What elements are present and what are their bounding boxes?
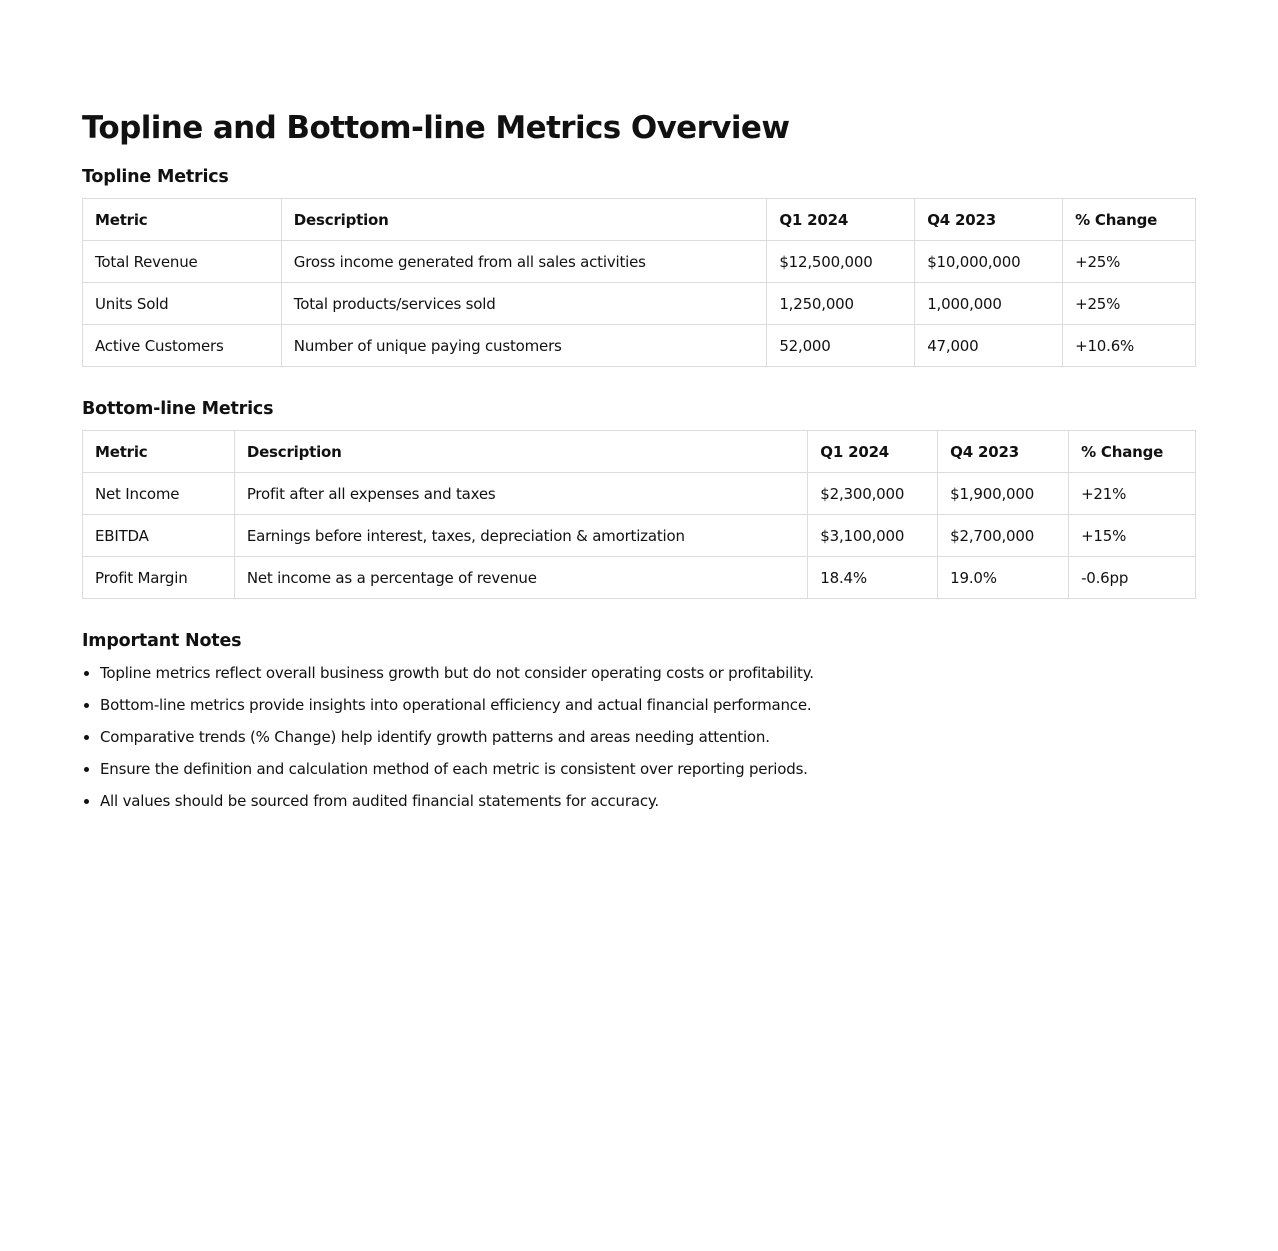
q4-2023-cell: $1,900,000 — [938, 473, 1069, 515]
metric-cell: Net Income — [83, 473, 235, 515]
change-cell: +25% — [1063, 241, 1196, 283]
description-cell: Number of unique paying customers — [281, 325, 767, 367]
notes-list — [82, 662, 1196, 812]
column-header-q4-2023: Q4 2023 — [915, 199, 1063, 241]
table-row — [83, 325, 1196, 367]
q1-2024-cell: 18.4% — [808, 557, 938, 599]
description-cell: Profit after all expenses and taxes — [234, 473, 807, 515]
list-item: • Ensure the definition and calculation method of each metric is consistent over reporting periods. — [100, 758, 1196, 780]
description-cell: Net income as a percentage of revenue — [234, 557, 807, 599]
metric-cell: EBITDA — [83, 515, 235, 557]
q4-2023-cell: $2,700,000 — [938, 515, 1069, 557]
change-cell: +15% — [1069, 515, 1196, 557]
column-header-change: % Change — [1063, 199, 1196, 241]
q4-2023-cell: 1,000,000 — [915, 283, 1063, 325]
table-row — [83, 241, 1196, 283]
table-row — [83, 515, 1196, 557]
notes-heading: Important Notes — [82, 631, 242, 651]
table-row — [83, 557, 1196, 599]
q1-2024-cell: $3,100,000 — [808, 515, 938, 557]
metric-cell: Active Customers — [83, 325, 282, 367]
list-item: • Comparative trends (% Change) help identify growth patterns and areas needing attention. — [100, 726, 1196, 748]
column-header-q4-2023: Q4 2023 — [938, 431, 1069, 473]
change-cell: +21% — [1069, 473, 1196, 515]
list-item: • Topline metrics reflect overall business growth but do not consider operating costs or profitability. — [100, 662, 1196, 684]
metric-cell: Total Revenue — [83, 241, 282, 283]
change-cell: +25% — [1063, 283, 1196, 325]
column-header-metric: Metric — [83, 199, 282, 241]
topline-table — [82, 198, 1196, 367]
q4-2023-cell: $10,000,000 — [915, 241, 1063, 283]
document — [82, 108, 1196, 822]
bottomline-table — [82, 430, 1196, 599]
metric-cell: Profit Margin — [83, 557, 235, 599]
column-header-change: % Change — [1069, 431, 1196, 473]
description-cell: Total products/services sold — [281, 283, 767, 325]
table-row — [83, 473, 1196, 515]
q1-2024-cell: 52,000 — [767, 325, 915, 367]
column-header-q1-2024: Q1 2024 — [767, 199, 915, 241]
change-cell: -0.6pp — [1069, 557, 1196, 599]
list-item: • All values should be sourced from audited financial statements for accuracy. — [100, 790, 1196, 812]
q4-2023-cell: 19.0% — [938, 557, 1069, 599]
list-item: • Bottom-line metrics provide insights into operational efficiency and actual financial performance. — [100, 694, 1196, 716]
metric-cell: Units Sold — [83, 283, 282, 325]
description-cell: Gross income generated from all sales activities — [281, 241, 767, 283]
column-header-description: Description — [281, 199, 767, 241]
q1-2024-cell: $12,500,000 — [767, 241, 915, 283]
bottomline-heading: Bottom-line Metrics — [82, 399, 274, 419]
table-header-row — [83, 431, 1196, 473]
q1-2024-cell: 1,250,000 — [767, 283, 915, 325]
column-header-description: Description — [234, 431, 807, 473]
change-cell: +10.6% — [1063, 325, 1196, 367]
q4-2023-cell: 47,000 — [915, 325, 1063, 367]
topline-heading: Topline Metrics — [82, 167, 229, 187]
column-header-q1-2024: Q1 2024 — [808, 431, 938, 473]
table-row — [83, 283, 1196, 325]
q1-2024-cell: $2,300,000 — [808, 473, 938, 515]
description-cell: Earnings before interest, taxes, depreciation & amortization — [234, 515, 807, 557]
page-title: Topline and Bottom-line Metrics Overview — [82, 110, 790, 146]
table-header-row — [83, 199, 1196, 241]
column-header-metric: Metric — [83, 431, 235, 473]
